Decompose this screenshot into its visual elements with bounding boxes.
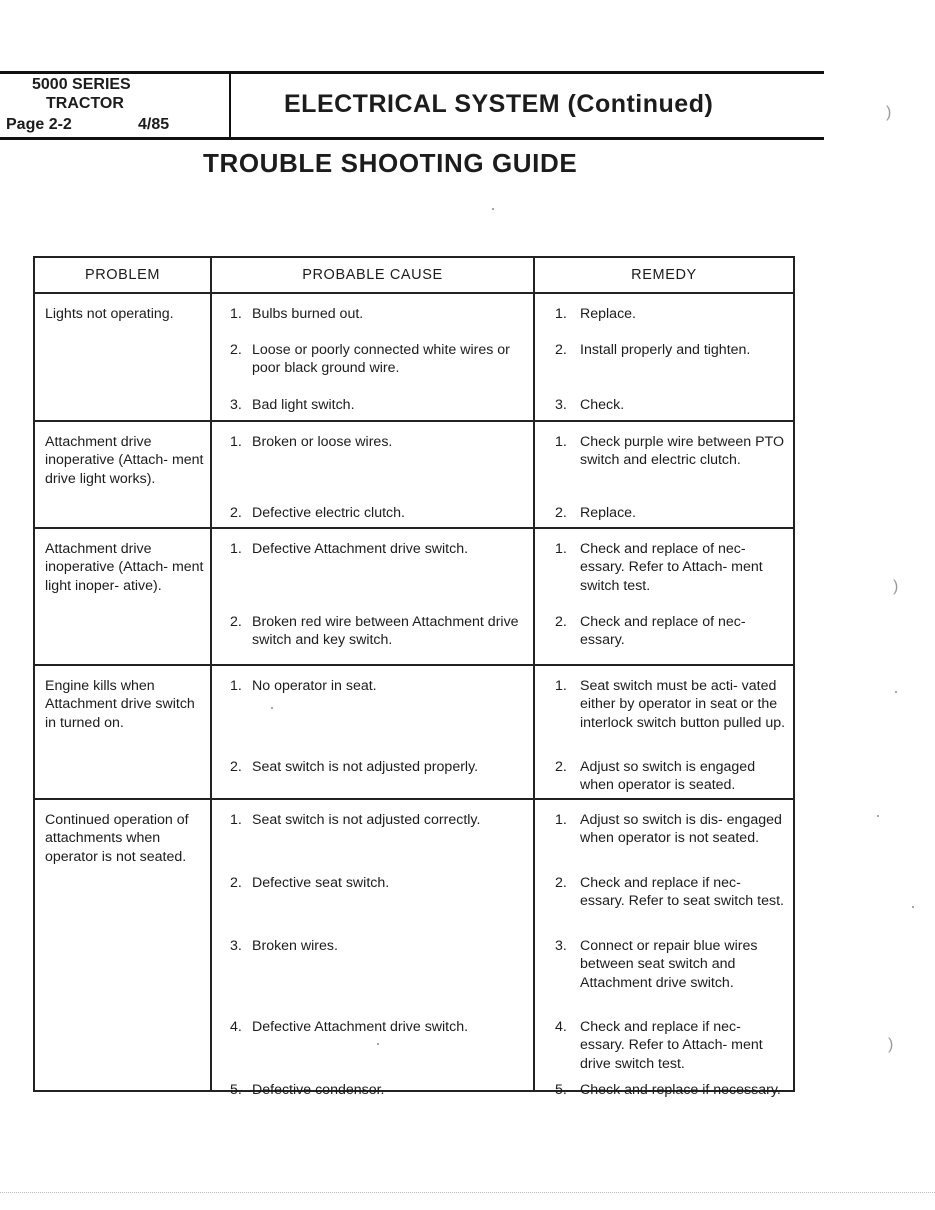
remedy-number: 2. xyxy=(555,505,567,521)
remedy-number: 1. xyxy=(555,434,567,450)
remedy-number: 2. xyxy=(555,875,567,891)
remedy-number: 1. xyxy=(555,678,567,694)
cause-number: 2. xyxy=(230,759,242,775)
problem-cell: Engine kills when Attachment drive switch in turned on. xyxy=(34,665,211,799)
page-date: 4/85 xyxy=(138,116,170,133)
remedy-text: Check. xyxy=(580,397,625,413)
cause-text: No operator in seat. xyxy=(252,678,377,694)
remedy-text: Replace. xyxy=(580,505,636,521)
remedy-number: 3. xyxy=(555,397,567,413)
remedy-number: 2. xyxy=(555,614,567,630)
remedy-text: Adjust so switch is dis- engaged when operator is not seated. xyxy=(580,812,782,847)
table-row xyxy=(34,421,794,528)
cause-cell xyxy=(211,665,534,799)
scan-speck xyxy=(492,208,494,210)
scan-edge xyxy=(0,1192,935,1194)
remedy-number: 3. xyxy=(555,938,567,954)
cause-number: 2. xyxy=(230,614,242,630)
scan-speck xyxy=(895,691,897,693)
table-row xyxy=(34,665,794,799)
header-divider xyxy=(229,71,231,140)
cause-text: Defective Attachment drive switch. xyxy=(252,541,469,557)
remedy-text: Install properly and tighten. xyxy=(580,342,751,358)
header-probable-cause: PROBABLE CAUSE xyxy=(211,257,534,293)
remedy-cell xyxy=(534,799,794,1098)
table-header-row xyxy=(34,257,794,293)
guide-title: TROUBLE SHOOTING GUIDE xyxy=(203,148,578,178)
cause-number: 1. xyxy=(230,812,242,828)
cause-text: Bad light switch. xyxy=(252,397,355,413)
table-row xyxy=(34,293,794,421)
cause-number: 2. xyxy=(230,342,242,358)
remedy-text: Check and replace if nec- essary. Refer to seat switch test. xyxy=(580,875,784,910)
remedy-cell xyxy=(534,293,794,421)
troubleshooting-table xyxy=(33,256,795,1098)
remedy-number: 5. xyxy=(555,1082,567,1098)
remedy-text: Connect or repair blue wires between seat switch and Attachment drive switch. xyxy=(580,938,758,991)
cause-number: 2. xyxy=(230,875,242,891)
remedy-number: 1. xyxy=(555,306,567,322)
problem-cell: Lights not operating. xyxy=(34,293,211,421)
remedy-text: Check and replace if nec- essary. Refer to Attach- ment drive switch test. xyxy=(580,1019,763,1072)
cause-text: Seat switch is not adjusted correctly. xyxy=(252,812,481,828)
remedy-text: Check and replace of nec- essary. Refer to Attach- ment switch test. xyxy=(580,541,763,594)
cause-text: Broken red wire between Attachment drive switch and key switch. xyxy=(252,614,519,649)
header-remedy: REMEDY xyxy=(534,257,794,293)
remedy-number: 2. xyxy=(555,342,567,358)
remedy-cell xyxy=(534,665,794,799)
remedy-text: Replace. xyxy=(580,306,636,322)
remedy-number: 2. xyxy=(555,759,567,775)
cause-text: Broken wires. xyxy=(252,938,338,954)
scan-speck xyxy=(912,906,914,908)
cause-cell xyxy=(211,293,534,421)
header-top-rule xyxy=(0,71,824,74)
table-row xyxy=(34,799,794,1091)
series-name: 5000 SERIES xyxy=(32,76,131,93)
cause-text: Defective condensor. xyxy=(252,1082,385,1098)
remedy-text: Adjust so switch is engaged when operator is seated. xyxy=(580,759,756,794)
header-problem: PROBLEM xyxy=(34,257,211,293)
scan-mark: ) xyxy=(888,1036,894,1053)
remedy-number: 1. xyxy=(555,812,567,828)
remedy-text: Seat switch must be acti- vated either by operator in seat or the interlock switch button pulled up. xyxy=(580,678,786,731)
cause-text: Defective seat switch. xyxy=(252,875,390,891)
series-subtitle: TRACTOR xyxy=(46,95,124,112)
cause-text: Defective Attachment drive switch. xyxy=(252,1019,469,1035)
scan-mark: ) xyxy=(886,104,892,121)
cause-cell xyxy=(211,528,534,665)
problem-cell: Continued operation of attachments when operator is not seated. xyxy=(34,799,211,1091)
remedy-number: 1. xyxy=(555,541,567,557)
problem-cell: Attachment drive inoperative (Attach- ment drive light works). xyxy=(34,421,211,528)
problem-cell: Attachment drive inoperative (Attach- ment light inoper- ative). xyxy=(34,528,211,665)
cause-text: Seat switch is not adjusted properly. xyxy=(252,759,479,775)
scan-speck xyxy=(271,707,273,709)
remedy-number: 4. xyxy=(555,1019,567,1035)
cause-number: 1. xyxy=(230,434,242,450)
cause-text: Loose or poorly connected white wires or poor black ground wire. xyxy=(252,342,510,377)
remedy-cell xyxy=(534,528,794,665)
cause-number: 1. xyxy=(230,678,242,694)
header-bottom-rule xyxy=(0,137,824,140)
cause-number: 4. xyxy=(230,1019,242,1035)
cause-cell xyxy=(211,799,534,1098)
remedy-text: Check and replace of nec- essary. xyxy=(580,614,746,649)
cause-number: 5. xyxy=(230,1082,242,1098)
cause-number: 2. xyxy=(230,505,242,521)
scan-mark: ) xyxy=(893,578,899,595)
cause-cell xyxy=(211,421,534,528)
cause-number: 1. xyxy=(230,306,242,322)
page-reference: Page 2-2 xyxy=(6,116,72,133)
remedy-cell xyxy=(534,421,794,528)
section-title: ELECTRICAL SYSTEM (Continued) xyxy=(284,90,714,118)
cause-text: Bulbs burned out. xyxy=(252,306,364,322)
scan-speck xyxy=(877,815,879,817)
cause-text: Broken or loose wires. xyxy=(252,434,393,450)
remedy-text: Check and replace if necessary. xyxy=(580,1082,781,1098)
cause-number: 3. xyxy=(230,397,242,413)
cause-text: Defective electric clutch. xyxy=(252,505,405,521)
scan-speck xyxy=(377,1043,379,1045)
cause-number: 3. xyxy=(230,938,242,954)
table-row xyxy=(34,528,794,665)
cause-number: 1. xyxy=(230,541,242,557)
remedy-text: Check purple wire between PTO switch and electric clutch. xyxy=(580,434,784,469)
